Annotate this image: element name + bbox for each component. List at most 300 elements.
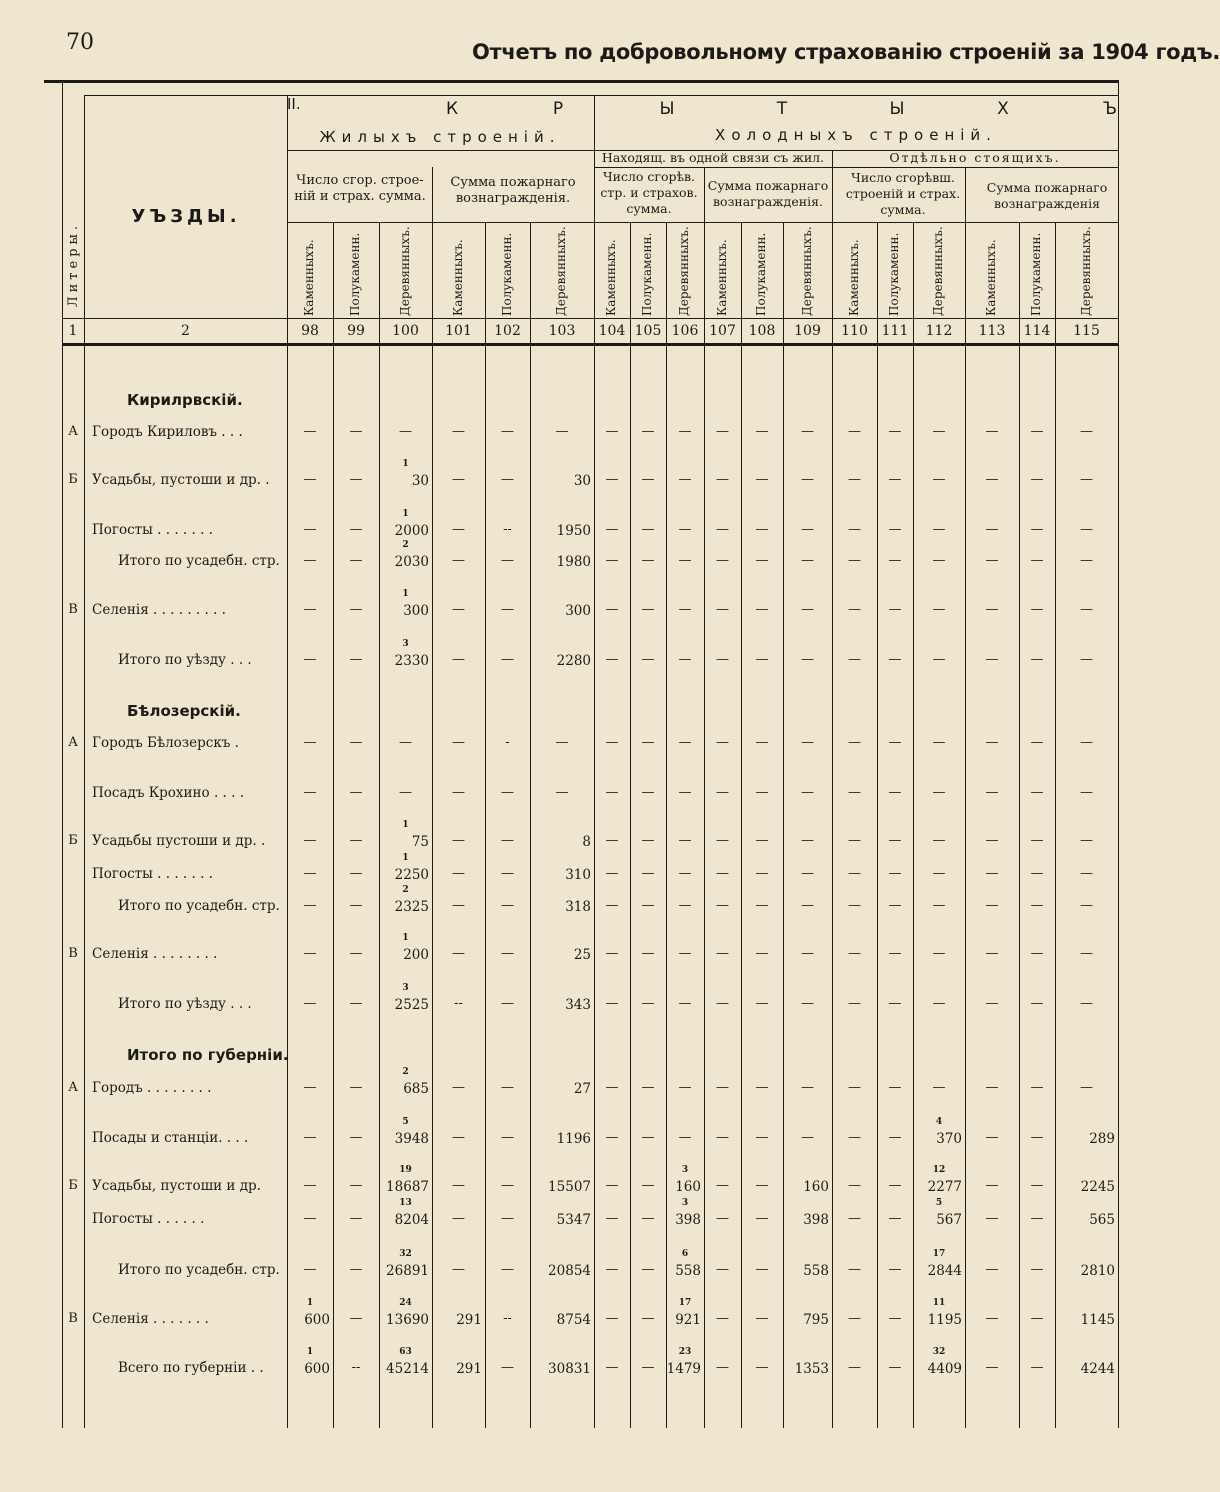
table-cell: —: [801, 1130, 814, 1145]
column-rule: [287, 95, 288, 1428]
table-cell: —: [303, 553, 317, 568]
column-kind-label: Деревянныхъ.: [799, 226, 814, 316]
table-cell: —: [801, 866, 814, 881]
table-cell: —: [888, 1311, 902, 1326]
table-cell: —: [1080, 785, 1093, 800]
table-cell: —: [605, 996, 619, 1011]
column-kind-label: Полукаменн.: [754, 232, 768, 316]
table-cell: —: [678, 1080, 692, 1095]
table-cell: —: [716, 946, 729, 961]
table-cell: 30: [411, 473, 429, 489]
cell-count: 6: [681, 1249, 689, 1259]
table-cell: —: [985, 652, 999, 667]
table-cell: --: [454, 996, 463, 1011]
table-cell: —: [755, 1080, 769, 1095]
header-nakhodyashch: Находящ. въ одной связи съ жил.: [601, 150, 825, 165]
row-letter: Б: [68, 833, 78, 848]
table-cell: —: [848, 1311, 861, 1326]
table-cell: 2325: [394, 899, 429, 915]
table-cell: —: [1030, 1178, 1044, 1193]
table-cell: —: [303, 602, 317, 617]
column-number: 108: [748, 323, 776, 339]
header-rule: [62, 318, 1118, 319]
table-cell: 318: [565, 899, 591, 915]
table-cell: 567: [936, 1212, 962, 1228]
column-number: 114: [1023, 323, 1051, 339]
column-rule: [530, 222, 531, 1428]
table-cell: —: [801, 996, 814, 1011]
header-rule: [594, 167, 1118, 168]
table-cell: —: [888, 1178, 902, 1193]
table-cell: —: [888, 1080, 902, 1095]
column-kind-label: Каменныхъ.: [714, 239, 729, 316]
table-cell: 1479: [666, 1361, 701, 1377]
table-cell: —: [1030, 833, 1044, 848]
table-cell: 1980: [556, 554, 591, 570]
cell-count: 23: [678, 1347, 692, 1357]
row-label: Итого по усадебн. стр.: [118, 553, 280, 569]
cell-count: 32: [932, 1347, 946, 1357]
table-cell: —: [801, 833, 814, 848]
table-cell: —: [678, 833, 692, 848]
table-cell: —: [848, 1211, 861, 1226]
cell-count: 11: [932, 1298, 946, 1308]
table-cell: 300: [565, 603, 591, 619]
table-cell: —: [888, 996, 902, 1011]
cell-count: 2: [402, 1067, 409, 1077]
table-cell: —: [452, 1080, 465, 1095]
header-rule: [84, 95, 1118, 96]
table-cell: —: [716, 735, 729, 750]
table-cell: —: [755, 785, 769, 800]
row-label: Городъ Кириловъ . . .: [92, 424, 243, 440]
table-cell: —: [1080, 946, 1093, 961]
table-cell: 685: [403, 1081, 429, 1097]
table-cell: —: [641, 522, 655, 537]
table-cell: —: [932, 553, 946, 568]
column-rule: [877, 222, 878, 1428]
cell-count: 1: [402, 509, 409, 519]
table-cell: —: [755, 1262, 769, 1277]
table-cell: 26891: [386, 1263, 429, 1279]
table-cell: —: [605, 1178, 619, 1193]
header-summa-zhil: Сумма пожарнаго вознагражденія.: [450, 175, 576, 206]
table-cell: —: [755, 522, 769, 537]
table-cell: —: [303, 1262, 317, 1277]
table-cell: —: [985, 424, 999, 439]
table-cell: —: [678, 424, 692, 439]
table-cell: —: [985, 833, 999, 848]
section-title: Кирилрвскій.: [127, 391, 243, 409]
table-cell: —: [755, 735, 769, 750]
column-kind-label: Каменныхъ.: [450, 239, 465, 316]
table-cell: —: [1030, 424, 1044, 439]
column-rule: [485, 222, 486, 1428]
table-cell: —: [452, 898, 465, 913]
table-cell: —: [555, 735, 569, 750]
table-cell: —: [848, 472, 861, 487]
table-cell: —: [349, 522, 363, 537]
table-cell: —: [1030, 602, 1044, 617]
table-cell: —: [452, 866, 465, 881]
row-label: Итого по усадебн. стр.: [118, 1262, 280, 1278]
column-rule: [432, 167, 433, 1428]
table-cell: —: [605, 1211, 619, 1226]
column-rule: [965, 167, 966, 1428]
table-cell: —: [1080, 996, 1093, 1011]
row-label: Всего по губерніи . .: [118, 1360, 264, 1376]
table-cell: —: [452, 1262, 465, 1277]
table-cell: —: [452, 735, 465, 750]
table-cell: —: [755, 866, 769, 881]
table-cell: —: [1080, 1080, 1093, 1095]
table-cell: —: [641, 946, 655, 961]
table-cell: 291: [456, 1312, 482, 1328]
table-cell: —: [605, 602, 619, 617]
table-cell: —: [848, 1178, 861, 1193]
column-number: 115: [1073, 323, 1100, 339]
column-kind-label: Полукаменн.: [348, 232, 362, 316]
table-cell: —: [349, 424, 363, 439]
row-letter: В: [68, 946, 78, 961]
table-cell: —: [888, 522, 902, 537]
table-cell: —: [501, 424, 514, 439]
column-number: 112: [925, 323, 953, 339]
table-cell: —: [605, 833, 619, 848]
table-cell: 8: [582, 834, 591, 850]
table-cell: —: [303, 946, 317, 961]
table-cell: —: [605, 1311, 619, 1326]
cell-count: 12: [932, 1165, 946, 1175]
table-cell: —: [801, 522, 814, 537]
table-cell: —: [452, 424, 465, 439]
table-cell: —: [755, 898, 769, 913]
right-border: [1118, 80, 1119, 1428]
header-chislo-otd: Число сгорѣвш. строеній и страх. сумма.: [845, 170, 961, 217]
row-label: Погосты . . . . . . .: [92, 866, 213, 882]
table-cell: 2525: [394, 997, 429, 1013]
table-cell: —: [303, 1080, 317, 1095]
table-cell: —: [985, 1130, 999, 1145]
table-cell: —: [605, 866, 619, 881]
table-cell: —: [932, 1080, 946, 1095]
table-cell: 2245: [1080, 1179, 1115, 1195]
table-cell: —: [452, 1130, 465, 1145]
cell-count: 4: [935, 1117, 943, 1127]
top-rule: [44, 80, 1118, 83]
table-cell: 1195: [927, 1312, 962, 1328]
table-cell: 2330: [394, 653, 429, 669]
table-cell: —: [932, 898, 946, 913]
table-cell: —: [888, 472, 902, 487]
table-cell: —: [848, 866, 861, 881]
column-rule: [1055, 222, 1056, 1428]
section-letter: Ы: [889, 99, 905, 119]
table-cell: —: [452, 785, 465, 800]
table-cell: —: [303, 472, 317, 487]
table-cell: —: [716, 553, 729, 568]
table-cell: —: [755, 1211, 769, 1226]
table-cell: —: [678, 866, 692, 881]
table-cell: —: [678, 946, 692, 961]
column-kind-label: Каменныхъ.: [846, 239, 861, 316]
row-label: Городъ Бѣлозерскъ .: [92, 735, 239, 751]
table-cell: —: [349, 553, 363, 568]
row-label: Итого по усадебн. стр.: [118, 898, 280, 914]
table-cell: —: [888, 946, 902, 961]
table-cell: 2000: [394, 523, 429, 539]
table-cell: —: [848, 735, 861, 750]
table-cell: —: [985, 735, 999, 750]
table-cell: —: [985, 1211, 999, 1226]
table-cell: —: [1080, 472, 1093, 487]
table-cell: —: [501, 1360, 514, 1375]
table-cell: —: [755, 602, 769, 617]
table-cell: —: [678, 553, 692, 568]
table-cell: —: [349, 1311, 363, 1326]
table-cell: —: [1030, 898, 1044, 913]
table-cell: 370: [936, 1131, 962, 1147]
section-letter: Ы: [659, 99, 675, 119]
table-cell: —: [501, 602, 514, 617]
table-cell: —: [641, 866, 655, 881]
table-cell: 75: [411, 834, 429, 850]
table-cell: —: [716, 898, 729, 913]
table-cell: —: [678, 898, 692, 913]
column-kind-label: Каменныхъ.: [984, 239, 998, 316]
table-cell: —: [985, 553, 999, 568]
column-kind-label: Полукаменн.: [640, 232, 654, 316]
column-kind-label: Деревянныхъ.: [397, 226, 412, 316]
table-cell: 600: [304, 1361, 330, 1377]
table-cell: —: [501, 553, 514, 568]
table-cell: —: [641, 424, 655, 439]
table-cell: —: [1080, 866, 1093, 881]
table-cell: —: [1030, 946, 1044, 961]
table-cell: —: [641, 1360, 655, 1375]
table-cell: —: [501, 785, 514, 800]
table-cell: 558: [675, 1263, 701, 1279]
table-cell: —: [303, 1211, 317, 1226]
header-chislo-sv: Число сгорѣв. стр. и страхов. сумма.: [600, 169, 698, 216]
table-cell: —: [641, 1311, 655, 1326]
table-cell: —: [801, 652, 814, 667]
table-cell: —: [349, 1080, 363, 1095]
table-cell: 2030: [394, 554, 429, 570]
table-cell: —: [848, 652, 861, 667]
table-cell: —: [349, 735, 363, 750]
cell-count: 3: [402, 983, 409, 993]
table-cell: —: [932, 652, 946, 667]
table-cell: —: [801, 898, 814, 913]
cell-count: 5: [402, 1117, 409, 1127]
table-cell: —: [888, 652, 902, 667]
table-cell: —: [303, 424, 317, 439]
cell-count: 1: [402, 933, 409, 943]
table-cell: —: [349, 602, 363, 617]
table-cell: —: [888, 1262, 902, 1277]
table-cell: —: [1030, 996, 1044, 1011]
table-cell: —: [349, 472, 363, 487]
table-cell: —: [1080, 833, 1093, 848]
table-cell: —: [755, 1178, 769, 1193]
row-label: Погосты . . . . . . .: [92, 522, 213, 538]
table-cell: —: [932, 424, 946, 439]
cell-count: 32: [399, 1249, 412, 1259]
table-cell: —: [1080, 602, 1093, 617]
table-cell: —: [985, 1080, 999, 1095]
table-cell: 343: [565, 997, 591, 1013]
cell-count: 3: [681, 1198, 689, 1208]
column-number: 1: [68, 323, 78, 339]
table-cell: —: [605, 785, 619, 800]
table-cell: —: [501, 1080, 514, 1095]
table-cell: —: [932, 472, 946, 487]
table-cell: —: [985, 472, 999, 487]
table-cell: —: [349, 1178, 363, 1193]
table-cell: —: [932, 866, 946, 881]
table-cell: —: [1030, 553, 1044, 568]
table-cell: —: [985, 1360, 999, 1375]
table-cell: --: [503, 1311, 512, 1326]
table-cell: —: [605, 1080, 619, 1095]
table-cell: —: [801, 553, 814, 568]
table-cell: 565: [1089, 1212, 1115, 1228]
table-cell: —: [641, 1080, 655, 1095]
table-cell: —: [555, 424, 569, 439]
table-cell: —: [985, 602, 999, 617]
column-number: 113: [978, 323, 1006, 339]
table-cell: —: [888, 602, 902, 617]
table-cell: —: [716, 1130, 729, 1145]
table-cell: —: [555, 785, 569, 800]
table-cell: —: [349, 1262, 363, 1277]
table-cell: —: [801, 424, 814, 439]
table-cell: —: [848, 1080, 861, 1095]
table-cell: —: [1030, 785, 1044, 800]
table-cell: —: [399, 424, 412, 439]
column-kind-label: Полукаменн.: [499, 232, 514, 316]
table-cell: —: [641, 735, 655, 750]
column-number: 2: [181, 323, 190, 339]
column-rule: [832, 150, 833, 1428]
table-cell: —: [848, 833, 861, 848]
table-cell: 18687: [386, 1179, 429, 1195]
table-cell: —: [801, 1080, 814, 1095]
table-cell: —: [605, 735, 619, 750]
table-cell: —: [641, 652, 655, 667]
table-cell: 2280: [556, 653, 591, 669]
cell-count: 17: [678, 1298, 692, 1308]
row-label: Усадьбы, пустоши и др. .: [92, 472, 270, 488]
table-cell: —: [678, 1130, 692, 1145]
table-cell: —: [678, 602, 692, 617]
table-cell: —: [605, 472, 619, 487]
row-label: Итого по уѣзду . . .: [118, 996, 252, 1012]
table-cell: —: [501, 1130, 514, 1145]
table-cell: —: [1080, 553, 1093, 568]
table-cell: —: [755, 652, 769, 667]
table-cell: —: [501, 833, 514, 848]
table-cell: —: [641, 1262, 655, 1277]
table-cell: —: [501, 652, 514, 667]
section-title: Бѣлозерскій.: [127, 702, 241, 720]
table-cell: —: [452, 833, 465, 848]
table-cell: —: [452, 946, 465, 961]
table-cell: —: [641, 996, 655, 1011]
table-cell: —: [678, 785, 692, 800]
table-cell: —: [755, 424, 769, 439]
table-cell: —: [801, 946, 814, 961]
column-rule: [783, 222, 784, 1428]
row-label: Селенія . . . . . . . . .: [92, 602, 226, 618]
table-cell: —: [1080, 735, 1093, 750]
table-cell: —: [848, 898, 861, 913]
table-cell: —: [641, 1130, 655, 1145]
table-cell: —: [303, 1178, 317, 1193]
section-letter: Х: [997, 99, 1009, 119]
section-letter: К: [445, 99, 459, 119]
table-cell: —: [716, 866, 729, 881]
table-cell: —: [452, 472, 465, 487]
table-cell: —: [605, 652, 619, 667]
table-cell: 20854: [548, 1263, 591, 1279]
table-cell: —: [605, 946, 619, 961]
table-cell: —: [716, 785, 729, 800]
table-cell: 291: [456, 1361, 482, 1377]
table-cell: —: [1030, 866, 1044, 881]
table-cell: —: [716, 602, 729, 617]
table-cell: 8754: [556, 1312, 591, 1328]
table-cell: 30831: [548, 1361, 591, 1377]
column-number: 111: [881, 323, 909, 339]
row-letter: Б: [68, 472, 78, 487]
table-cell: —: [452, 1211, 465, 1226]
column-number: 104: [598, 323, 626, 339]
cell-count: 17: [932, 1249, 946, 1259]
table-cell: —: [399, 785, 412, 800]
table-cell: —: [303, 652, 317, 667]
column-rule: [704, 167, 705, 1428]
table-cell: —: [985, 1262, 999, 1277]
table-cell: —: [848, 424, 861, 439]
table-cell: —: [716, 522, 729, 537]
table-cell: —: [1030, 1262, 1044, 1277]
table-cell: —: [932, 522, 946, 537]
table-cell: 1353: [794, 1361, 829, 1377]
table-cell: 2810: [1080, 1263, 1115, 1279]
table-cell: —: [716, 424, 729, 439]
table-cell: —: [641, 1211, 655, 1226]
column-rule: [913, 222, 914, 1428]
table-cell: —: [349, 1211, 363, 1226]
table-cell: —: [932, 833, 946, 848]
row-letter: А: [68, 424, 78, 439]
table-cell: —: [888, 735, 902, 750]
table-cell: 2277: [927, 1179, 962, 1195]
table-cell: —: [716, 1178, 729, 1193]
column-number: 102: [494, 323, 521, 339]
table-cell: —: [716, 1360, 729, 1375]
column-number: 106: [671, 323, 699, 339]
row-label: Селенія . . . . . . .: [92, 1311, 209, 1327]
table-cell: 3948: [394, 1131, 429, 1147]
table-cell: —: [605, 1262, 619, 1277]
column-number: 107: [709, 323, 736, 339]
table-cell: —: [1030, 1360, 1044, 1375]
table-cell: —: [985, 522, 999, 537]
table-cell: —: [716, 472, 729, 487]
